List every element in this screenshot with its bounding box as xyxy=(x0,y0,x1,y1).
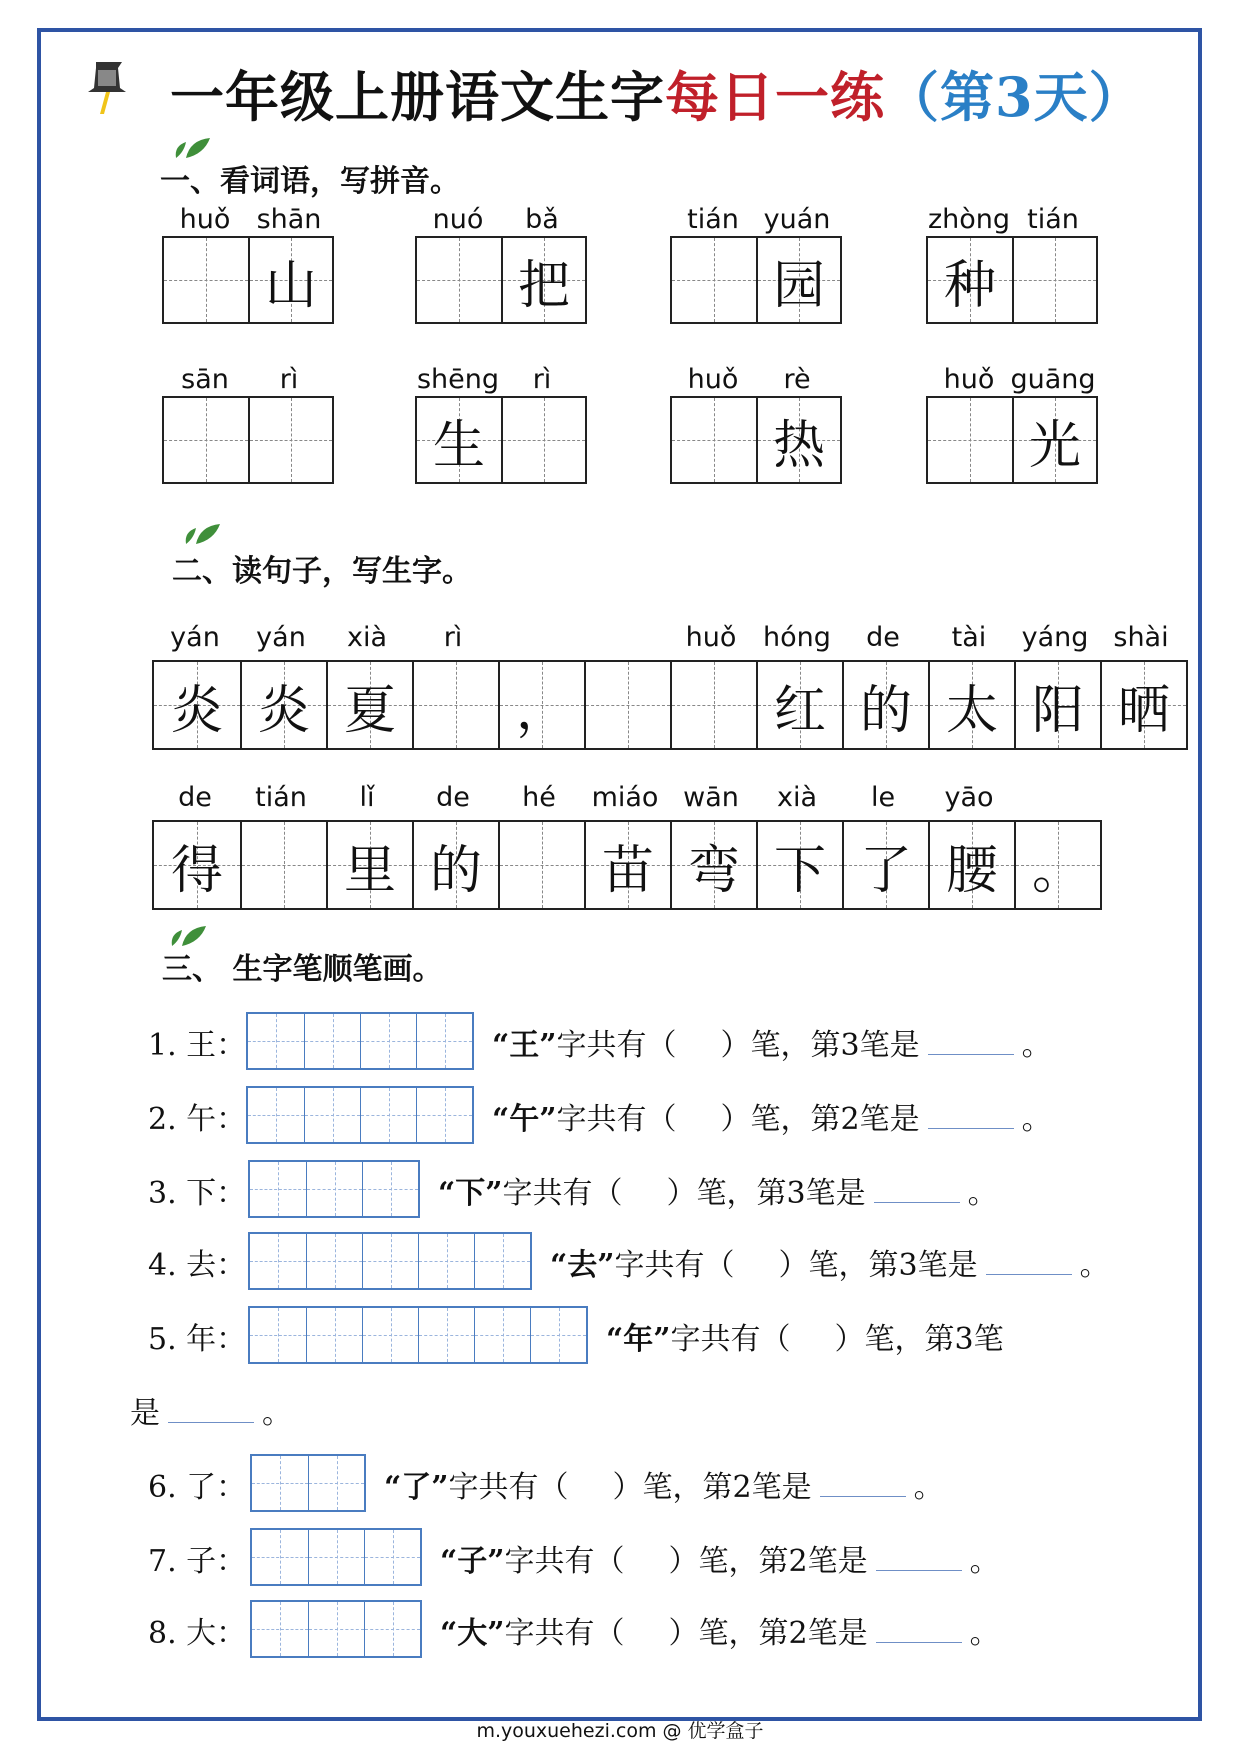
stroke-cell[interactable] xyxy=(304,1014,360,1068)
text-part: 。 xyxy=(913,1470,944,1505)
stroke-cell[interactable] xyxy=(306,1162,362,1216)
word-box[interactable] xyxy=(162,236,334,324)
question-label: 5. 年： xyxy=(148,1322,247,1357)
pinyin-label: de xyxy=(436,782,470,813)
cell-character: 里 xyxy=(343,840,396,901)
tian-cell[interactable] xyxy=(928,822,1014,908)
cell-character: 园 xyxy=(772,255,825,316)
pinyin-label: wān xyxy=(683,782,739,813)
stroke-cell[interactable] xyxy=(250,1308,306,1362)
pinyin-label: tián xyxy=(687,204,739,235)
cell-character xyxy=(672,662,756,748)
cell-character: 了 xyxy=(859,840,912,901)
pinyin-label: yán xyxy=(170,622,220,653)
text-part: 字共有（ xyxy=(448,1470,569,1505)
tian-cell[interactable] xyxy=(842,662,928,748)
stroke-cell[interactable] xyxy=(418,1308,474,1362)
answer-blank[interactable] xyxy=(876,1544,962,1571)
answer-blank[interactable] xyxy=(928,1028,1014,1055)
stroke-box[interactable] xyxy=(246,1012,474,1070)
title-part-1: 一年级上册语文生字 xyxy=(170,65,665,129)
leaf-icon xyxy=(182,522,222,546)
cell-character: 晒 xyxy=(1117,680,1170,741)
tian-cell[interactable] xyxy=(501,398,585,482)
cell-character: 下 xyxy=(773,840,826,901)
stroke-box[interactable] xyxy=(250,1528,422,1586)
pinyin-label: de xyxy=(178,782,212,813)
stroke-cell[interactable] xyxy=(308,1456,364,1510)
tian-cell[interactable] xyxy=(240,662,326,748)
tian-cell[interactable] xyxy=(1014,822,1100,908)
text-part: 。 xyxy=(967,1176,998,1211)
text-part: 字共有（ xyxy=(502,1176,623,1211)
cell-character xyxy=(503,398,585,482)
cell-character xyxy=(928,398,1012,482)
tian-cell[interactable] xyxy=(248,398,332,482)
cell-character: 光 xyxy=(1028,415,1081,476)
cell-character: 腰 xyxy=(945,840,998,901)
quoted-character: “年” xyxy=(606,1322,671,1357)
stroke-box[interactable] xyxy=(250,1454,366,1512)
section-1-heading: 一、看词语，写拼音。 xyxy=(160,164,460,199)
stroke-box[interactable] xyxy=(248,1232,532,1290)
tian-cell[interactable] xyxy=(154,822,240,908)
cell-character xyxy=(672,398,756,482)
text-part: ）笔，第3笔是 xyxy=(666,1176,866,1211)
cell-character: 炎 xyxy=(257,680,310,741)
tian-cell[interactable] xyxy=(412,822,498,908)
pinyin-label: tài xyxy=(951,622,987,653)
stroke-cell[interactable] xyxy=(364,1602,420,1656)
tian-cell[interactable] xyxy=(154,662,240,748)
cell-character: 炎 xyxy=(170,680,223,741)
pinyin-label: xià xyxy=(346,622,388,653)
sentence-row[interactable] xyxy=(152,820,1102,910)
tian-cell[interactable] xyxy=(584,822,670,908)
tian-cell[interactable] xyxy=(756,398,840,482)
answer-blank[interactable] xyxy=(168,1396,254,1423)
cell-character xyxy=(1014,238,1096,322)
stroke-cell[interactable] xyxy=(248,1088,304,1142)
tian-cell[interactable] xyxy=(326,662,412,748)
tian-cell[interactable] xyxy=(501,238,585,322)
question-label: 4. 去： xyxy=(148,1248,247,1283)
question-text xyxy=(440,1608,1000,1652)
pinyin-label: hé xyxy=(522,782,556,813)
tian-cell[interactable] xyxy=(670,822,756,908)
text-part: 。 xyxy=(969,1544,1000,1579)
stroke-box[interactable] xyxy=(246,1086,474,1144)
stroke-cell[interactable] xyxy=(418,1234,474,1288)
stroke-cell[interactable] xyxy=(360,1088,416,1142)
quoted-character: “大” xyxy=(440,1616,505,1651)
tian-cell[interactable] xyxy=(672,398,756,482)
cell-character xyxy=(164,398,248,482)
question-text xyxy=(384,1462,944,1506)
tian-cell[interactable] xyxy=(240,822,326,908)
pinyin-label: rì xyxy=(279,364,299,395)
question-label: 6. 了： xyxy=(148,1470,247,1505)
question-continuation xyxy=(130,1388,292,1432)
stroke-cell[interactable] xyxy=(250,1234,306,1288)
stroke-cell[interactable] xyxy=(364,1530,420,1584)
answer-blank[interactable] xyxy=(986,1248,1072,1275)
pinyin-label: hóng xyxy=(763,622,831,653)
pinyin-label: huǒ xyxy=(943,364,995,395)
cell-character: 的 xyxy=(859,680,912,741)
cell-character xyxy=(414,662,498,748)
pinyin-label: yán xyxy=(256,622,306,653)
text-part: 字共有（ xyxy=(614,1248,735,1283)
text-part: 是 xyxy=(130,1396,160,1431)
pinyin-label: yuán xyxy=(763,204,831,235)
word-box[interactable] xyxy=(926,396,1098,484)
pinyin-label: shēng xyxy=(416,364,500,395)
stroke-cell[interactable] xyxy=(248,1014,304,1068)
pinyin-label: tián xyxy=(1027,204,1079,235)
cell-character: 的 xyxy=(429,840,482,901)
stroke-cell[interactable] xyxy=(252,1456,308,1510)
question-label: 3. 下： xyxy=(148,1176,247,1211)
quoted-character: “下” xyxy=(438,1176,503,1211)
question-text xyxy=(550,1240,1110,1284)
stroke-box[interactable] xyxy=(248,1160,420,1218)
text-part: ）笔，第2笔是 xyxy=(720,1102,920,1137)
cell-character xyxy=(586,662,670,748)
question-label: 1. 王： xyxy=(148,1028,247,1063)
tian-cell[interactable] xyxy=(928,398,1012,482)
tian-cell[interactable] xyxy=(928,662,1014,748)
cell-character: 热 xyxy=(772,415,825,476)
cell-character: 生 xyxy=(432,415,485,476)
cell-character xyxy=(164,238,248,322)
question-label: 8. 大： xyxy=(148,1616,247,1651)
stroke-cell[interactable] xyxy=(474,1308,530,1362)
text-part: 。 xyxy=(1079,1248,1110,1283)
quoted-character: “午” xyxy=(492,1102,557,1137)
stroke-cell[interactable] xyxy=(252,1530,308,1584)
stroke-cell[interactable] xyxy=(362,1162,418,1216)
quoted-character: “了” xyxy=(384,1470,449,1505)
tian-cell[interactable] xyxy=(1100,662,1186,748)
stroke-cell[interactable] xyxy=(306,1308,362,1362)
stroke-cell[interactable] xyxy=(252,1602,308,1656)
pinyin-label: rì xyxy=(443,622,463,653)
tian-cell[interactable] xyxy=(842,822,928,908)
answer-blank[interactable] xyxy=(928,1102,1014,1129)
cell-character xyxy=(242,822,326,908)
word-box[interactable] xyxy=(415,396,587,484)
text-part: 。 xyxy=(262,1396,292,1431)
cell-character: 苗 xyxy=(601,840,654,901)
footer-credit: m.youxuehezi.com @ 优学盒子 xyxy=(476,1720,764,1742)
pinyin-label: yáng xyxy=(1021,622,1089,653)
stroke-cell[interactable] xyxy=(362,1234,418,1288)
text-part: 字共有（ xyxy=(670,1322,791,1357)
quoted-character: “去” xyxy=(550,1248,615,1283)
tian-cell[interactable] xyxy=(412,662,498,748)
tian-cell[interactable] xyxy=(498,662,584,748)
quoted-character: “子” xyxy=(440,1544,505,1579)
text-part: 字共有（ xyxy=(556,1102,677,1137)
pinyin-label: shān xyxy=(256,204,322,235)
cell-character xyxy=(500,822,584,908)
word-box[interactable] xyxy=(162,396,334,484)
text-part: 字共有（ xyxy=(504,1616,625,1651)
tian-cell[interactable] xyxy=(164,238,248,322)
stroke-cell[interactable] xyxy=(360,1014,416,1068)
tian-cell[interactable] xyxy=(756,822,842,908)
stroke-box[interactable] xyxy=(250,1600,422,1658)
cell-character: 。 xyxy=(1031,840,1084,901)
tian-cell[interactable] xyxy=(248,238,332,322)
pinyin-label: de xyxy=(866,622,900,653)
pinyin-label: huǒ xyxy=(179,204,231,235)
pinyin-label: huǒ xyxy=(687,364,739,395)
pinyin-label: sān xyxy=(181,364,229,395)
cell-character xyxy=(250,398,332,482)
text-part: ）笔，第2笔是 xyxy=(612,1470,812,1505)
text-part: 字共有（ xyxy=(504,1544,625,1579)
stroke-cell[interactable] xyxy=(530,1308,586,1362)
pinyin-label: xià xyxy=(776,782,818,813)
cell-character: 弯 xyxy=(687,840,740,901)
pinyin-label: huǒ xyxy=(685,622,737,653)
text-part: 。 xyxy=(1021,1028,1052,1063)
word-box[interactable] xyxy=(415,236,587,324)
text-part: ）笔，第2笔是 xyxy=(668,1616,868,1651)
text-part: ）笔，第3笔是 xyxy=(720,1028,920,1063)
word-box[interactable] xyxy=(670,396,842,484)
question-text xyxy=(440,1536,1000,1580)
cell-character xyxy=(417,238,501,322)
pinyin-label: le xyxy=(870,782,896,813)
pinyin-label: yāo xyxy=(944,782,994,813)
tian-cell[interactable] xyxy=(584,662,670,748)
tian-cell[interactable] xyxy=(1012,398,1096,482)
stroke-cell[interactable] xyxy=(308,1602,364,1656)
title-part-3: （第3天） xyxy=(885,65,1144,129)
stroke-cell[interactable] xyxy=(304,1088,360,1142)
cell-character: 太 xyxy=(945,680,998,741)
text-part: 。 xyxy=(1021,1102,1052,1137)
stroke-cell[interactable] xyxy=(474,1234,530,1288)
question-label: 2. 午： xyxy=(148,1102,247,1137)
pinyin-label: rè xyxy=(783,364,811,395)
cell-character: 把 xyxy=(517,255,570,316)
pinyin-label: bǎ xyxy=(525,204,559,235)
tian-cell[interactable] xyxy=(417,398,501,482)
pinyin-label: shài xyxy=(1113,622,1169,653)
tian-cell[interactable] xyxy=(417,238,501,322)
cell-character: 夏 xyxy=(343,680,396,741)
section-3-heading: 三、 生字笔顺笔画。 xyxy=(162,952,443,987)
cell-character: ， xyxy=(515,680,568,741)
pushpin-icon xyxy=(82,58,130,116)
answer-blank[interactable] xyxy=(876,1616,962,1643)
tian-cell[interactable] xyxy=(1014,662,1100,748)
word-box[interactable] xyxy=(926,236,1098,324)
stroke-cell[interactable] xyxy=(250,1162,306,1216)
pinyin-label: nuó xyxy=(432,204,484,235)
cell-character: 得 xyxy=(170,840,223,901)
sentence-row[interactable] xyxy=(152,660,1188,750)
pinyin-label: zhòng xyxy=(927,204,1011,235)
title-part-2: 每日一练 xyxy=(665,65,885,129)
cell-character: 种 xyxy=(943,255,996,316)
tian-cell[interactable] xyxy=(756,238,840,322)
text-part: ）笔，第3笔 xyxy=(834,1322,1004,1357)
pinyin-label: lǐ xyxy=(359,782,375,813)
section-2-heading: 二、读句子，写生字。 xyxy=(172,554,472,589)
text-part: 字共有（ xyxy=(556,1028,677,1063)
pinyin-label: miáo xyxy=(591,782,659,813)
question-text xyxy=(606,1314,1004,1358)
question-text xyxy=(492,1020,1052,1064)
pinyin-label: rì xyxy=(532,364,552,395)
answer-blank[interactable] xyxy=(874,1176,960,1203)
text-part: 。 xyxy=(969,1616,1000,1651)
text-part: ）笔，第3笔是 xyxy=(778,1248,978,1283)
word-box[interactable] xyxy=(670,236,842,324)
pinyin-label: tián xyxy=(255,782,307,813)
stroke-cell[interactable] xyxy=(416,1014,472,1068)
question-text xyxy=(492,1094,1052,1138)
tian-cell[interactable] xyxy=(756,662,842,748)
tian-cell[interactable] xyxy=(1012,238,1096,322)
page-title xyxy=(170,55,1144,132)
quoted-character: “王” xyxy=(492,1028,557,1063)
stroke-cell[interactable] xyxy=(416,1088,472,1142)
question-text xyxy=(438,1168,998,1212)
text-part: ）笔，第2笔是 xyxy=(668,1544,868,1579)
tian-cell[interactable] xyxy=(670,662,756,748)
cell-character: 红 xyxy=(773,680,826,741)
tian-cell[interactable] xyxy=(672,238,756,322)
cell-character xyxy=(672,238,756,322)
pinyin-label: guāng xyxy=(1010,364,1096,395)
stroke-cell[interactable] xyxy=(306,1234,362,1288)
question-label: 7. 子： xyxy=(148,1544,247,1579)
answer-blank[interactable] xyxy=(820,1470,906,1497)
tian-cell[interactable] xyxy=(928,238,1012,322)
tian-cell[interactable] xyxy=(498,822,584,908)
cell-character: 山 xyxy=(264,255,317,316)
tian-cell[interactable] xyxy=(164,398,248,482)
stroke-cell[interactable] xyxy=(362,1308,418,1362)
tian-cell[interactable] xyxy=(326,822,412,908)
stroke-box[interactable] xyxy=(248,1306,588,1364)
stroke-cell[interactable] xyxy=(308,1530,364,1584)
cell-character: 阳 xyxy=(1031,680,1084,741)
